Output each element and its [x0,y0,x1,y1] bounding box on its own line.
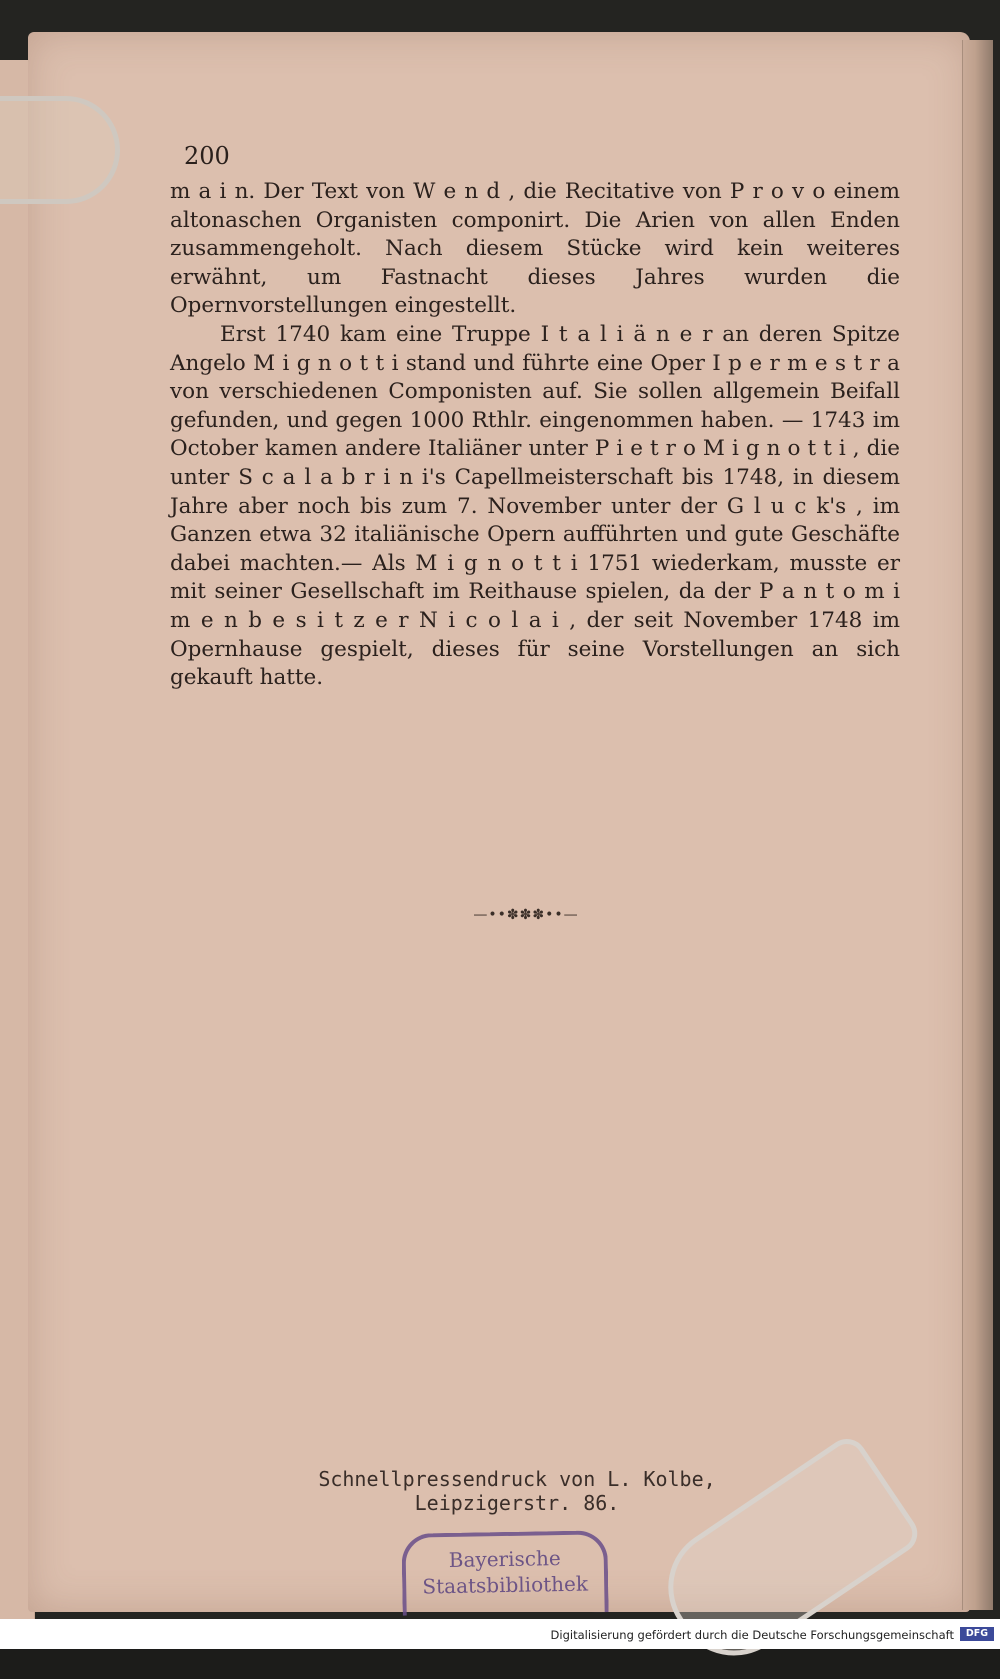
stamp-line-2: Staatsbibliothek [422,1571,589,1599]
dfg-logo[interactable]: DFG [960,1627,994,1641]
page-edge [962,40,993,1610]
body-text [170,178,900,693]
paragraph-2: Erst 1740 kam eine Truppe I t a l i ä n e r an deren Spitze Angelo M i g n o t t i stand und führte eine Oper I p e r m e s t r a von verschiedenen Componisten auf. Sie sollen allgemein Beifall gefunden, und gegen 1000 Rthlr. eingenommen haben. — 1743 im October kamen andere Italiäner unter P i e t r o M i g n o t t i , die unter S c a l a b r i n i's Capellmeisterschaft bis 1748, in diesem Jahre aber noch bis zum 7. November unter der G l u c k's , im Ganzen etwa 32 italiänische Opern aufführten und gute Geschäfte dabei machten.— Als M i g n o t t i 1751 wiederkam, musste er mit seiner Gesellschaft im Reithause spielen, da der P a n t o m i m e n b e s i t z e r N i c o l a i , der seit November 1748 im Opernhause gespielt, dieses für seine Vorstellungen an sich gekauft hatte. [170,321,900,691]
footer-bar [0,1619,1000,1649]
footer-credit: Digitalisierung gefördert durch die Deutsche Forschungsgemeinschaft [550,1628,954,1642]
paper-clip-top [0,96,120,204]
page-number: 200 [184,142,230,170]
paragraph-1: m a i n. Der Text von W e n d , die Recitative von P r o v o einem altonaschen Organisten componirt. Die Arien von allen Enden zusammengeholt. Nach diesem Stücke wird kein weiteres erwähnt, um Fastnacht dieses Jahres wurden die Opernvorstellungen eingestellt. [170,179,900,319]
library-stamp [401,1530,608,1616]
printer-imprint: Schnellpressendruck von L. Kolbe, Leipzigerstr. 86. [318,1467,716,1515]
ornament-divider: —••✽✽✽••— [473,907,579,923]
stamp-line-1: Bayerische [448,1546,561,1572]
